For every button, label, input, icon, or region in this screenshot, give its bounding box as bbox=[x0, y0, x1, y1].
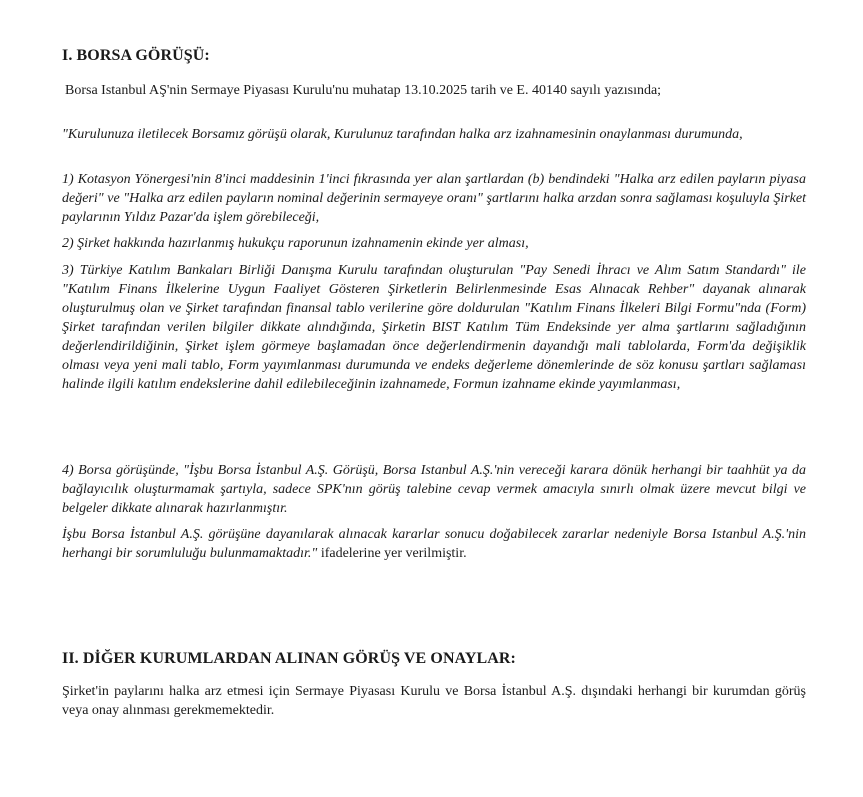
item-3-paragraph: 3) Türkiye Katılım Bankaları Birliği Danışma Kurulu tarafından oluşturulan "Pay Senedi İhracı ve Alım Satım Standardı" ile "Katılım Finans İlkelerine Uygun Faaliyet Gösteren Şirketlerin Belirlenmesinde Esas Alınacak Rehber" dayanak alınarak oluşturulmuş olan ve Şirket tarafından finansal tablo verilerine göre doldurulan "Katılım Finans İlkeleri Bilgi Formu"nda (Form) Şirket tarafından verilen bilgiler dikkate alındığında, Şirketin BIST Katılım Tüm Endeksinde yer alma şartlarını sağladığının değerlendirildiğinin, Şirket işlem görmeye başlamadan önce değerlendirmenin dayandığı mali tablolarda, Form'da değişiklik olması veya yeni mali tablo, Form yayımlanması durumunda ve endeks değerleme dönemlerinde de söz konusu şartları sağlaması halinde ilgili katılım endekslerine dahil edilebileceğinin izahnamede, Formun izahname ekinde yayımlanması, bbox=[62, 263, 806, 392]
section-2-body: Şirket'in paylarını halka arz etmesi için Sermaye Piyasası Kurulu ve Borsa İstanbul A.Ş. dışındaki herhangi bir kurumdan görüş veya onay alınması gerekmemektedir. bbox=[62, 684, 806, 718]
closing-italic-text: İşbu Borsa İstanbul A.Ş. görüşüne dayanılarak alınacak kararlar sonucu doğabilecek zararlar nedeniyle Borsa Istanbul A.Ş.'nin herhangi bir sorumluluğu bulunmamaktadır." bbox=[62, 527, 806, 561]
item-2-paragraph: 2) Şirket hakkında hazırlanmış hukukçu raporunun izahnamenin ekinde yer alması, bbox=[62, 236, 529, 251]
section-2-heading: II. DİĞER KURUMLARDAN ALINAN GÖRÜŞ VE ONAYLAR: bbox=[62, 650, 516, 667]
section-1-intro: Borsa Istanbul AŞ'nin Sermaye Piyasası Kurulu'nu muhatap 13.10.2025 tarih ve E. 40140 sayılı yazısında; bbox=[65, 83, 662, 98]
item-1-paragraph: 1) Kotasyon Yönergesi'nin 8'inci maddesinin 1'inci fıkrasında yer alan şartlardan (b) bendindeki "Halka arz edilen payların piyasa değeri" ve "Halka arz edilen payların nominal değerinin sermayeye oranı" şartlarını halka arzdan sonra sağlaması koşuluyla Şirket paylarının Yıldız Pazar'da işlem görebileceği, bbox=[62, 172, 806, 225]
closing-normal-text: ifadelerine yer verilmiştir. bbox=[317, 546, 467, 561]
quote-lead-paragraph: "Kurulunuza iletilecek Borsamız görüşü olarak, Kurulunuz tarafından halka arz izahnamesinin onaylanması durumunda, bbox=[62, 127, 743, 142]
section-1-heading: I. BORSA GÖRÜŞÜ: bbox=[62, 47, 210, 64]
closing-paragraph bbox=[62, 525, 806, 563]
item-4-paragraph: 4) Borsa görüşünde, "İşbu Borsa İstanbul A.Ş. Görüşü, Borsa Istanbul A.Ş.'nin vereceği karara dönük herhangi bir taahhüt ya da bağlayıcılık oluşturmamak şartıyla, sadece SPK'nın görüş talebine cevap vermek amacıyla sınırlı olmak üzere mevcut bilgi ve belgeler dikkate alınarak hazırlanmıştır. bbox=[62, 463, 806, 516]
